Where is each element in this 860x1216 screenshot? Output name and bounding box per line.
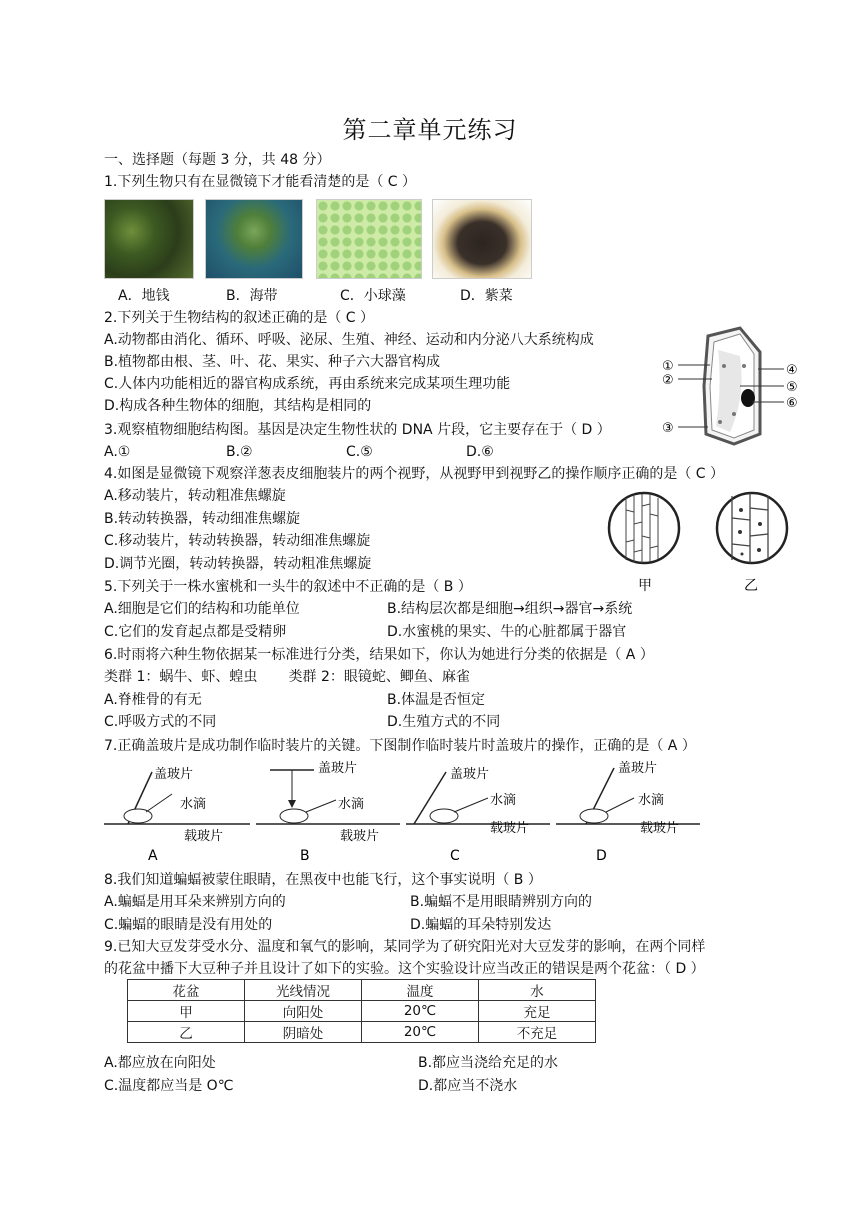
question-7-stem: 7.正确盖玻片是成功制作临时装片的关键。下图制作临时装片时盖玻片的操作，正确的是（ A ）	[104, 738, 696, 754]
q2-option-b: B.植物都由根、茎、叶、花、果实、种子六大器官构成	[104, 354, 441, 370]
coverslip-option-b	[256, 760, 400, 864]
view-label-yi: 乙	[744, 578, 758, 594]
svg-text:盖玻片: 盖玻片	[318, 761, 358, 776]
q8-option-b: B.蝙蝠不是用眼睛辨别方向的	[410, 894, 593, 910]
svg-text:C: C	[450, 848, 460, 864]
question-4-stem: 4.如图是显微镜下观察洋葱表皮细胞装片的两个视野，从视野甲到视野乙的操作顺序正确的是（ C ）	[104, 466, 725, 482]
q2-option-c: C.人体内功能相近的器官构成系统，再由系统来完成某项生理功能	[104, 376, 511, 392]
q3-option-b: B.②	[226, 444, 253, 460]
q1-option-a: A．地钱	[118, 288, 170, 304]
q3-option-a: A.①	[104, 444, 131, 460]
cell-label-5: ⑤	[786, 380, 798, 395]
q6-option-b: B.体温是否恒定	[387, 692, 486, 708]
q8-option-d: D.蝙蝠的耳朵特别发达	[410, 917, 552, 933]
question-9-stem-line2: 的花盆中播下大豆种子并且设计了如下的实验。这个实验设计应当改正的错误是两个花盆：（ D ）	[104, 961, 705, 977]
q6-option-a: A.脊椎骨的有无	[104, 692, 202, 708]
cell-label-4: ④	[786, 363, 798, 378]
table-row	[128, 1022, 596, 1043]
q8-option-c: C.蝙蝠的眼睛是没有用处的	[104, 917, 273, 933]
question-6-stem: 6.时雨将六种生物依据某一标准进行分类，结果如下，你认为她进行分类的依据是（ A ）	[104, 647, 654, 663]
page-title: 第二章单元练习	[342, 116, 518, 144]
q1-option-b: B．海带	[226, 288, 278, 304]
svg-text:水滴: 水滴	[638, 793, 665, 808]
q6-groups: 类群 1：蜗牛、虾、蝗虫 类群 2：眼镜蛇、鲫鱼、麻雀	[104, 669, 470, 685]
q1-option-d: D．紫菜	[460, 288, 513, 304]
table-cell: 阴暗处	[245, 1022, 362, 1043]
svg-text:载玻片: 载玻片	[640, 821, 680, 836]
cell-label-1: ①	[662, 359, 674, 374]
svg-text:D: D	[596, 848, 607, 864]
q3-option-c: C.⑤	[346, 444, 373, 460]
q5-option-a: A.细胞是它们的结构和功能单位	[104, 601, 300, 617]
table-header: 温度	[362, 980, 479, 1001]
liverwort-image	[104, 199, 194, 279]
q6-option-d: D.生殖方式的不同	[387, 714, 501, 730]
coverslip-option-d	[556, 760, 700, 864]
q4-option-c: C.移动装片，转动转换器，转动细准焦螺旋	[104, 533, 371, 549]
svg-text:A: A	[148, 848, 158, 864]
table-row	[128, 1001, 596, 1022]
svg-text:B: B	[300, 848, 310, 864]
coverslip-diagrams	[100, 760, 690, 866]
cell-label-2: ②	[662, 373, 674, 388]
table-header: 水	[479, 980, 596, 1001]
svg-text:水滴: 水滴	[490, 793, 517, 808]
svg-text:水滴: 水滴	[180, 797, 207, 812]
table-cell: 充足	[479, 1001, 596, 1022]
section-heading: 一、选择题（每题 3 分，共 48 分）	[104, 152, 331, 168]
svg-text:载玻片: 载玻片	[490, 821, 530, 836]
microscope-views-diagram	[604, 490, 804, 596]
coverslip-option-c	[406, 766, 550, 864]
question-1-stem: 1.下列生物只有在显微镜下才能看清楚的是（ C ）	[104, 174, 417, 190]
question-9-stem-line1: 9.已知大豆发芽受水分、温度和氧气的影响，某同学为了研究阳光对大豆发芽的影响，在两个同样	[104, 939, 706, 955]
q2-option-d: D.构成各种生物体的细胞，其结构是相同的	[104, 398, 372, 414]
kelp-image	[205, 199, 303, 279]
q1-option-c: C．小球藻	[340, 288, 406, 304]
svg-text:水滴: 水滴	[338, 797, 365, 812]
laver-image	[432, 199, 532, 279]
table-cell: 20℃	[362, 1022, 479, 1043]
question-8-stem: 8.我们知道蝙蝠被蒙住眼睛，在黑夜中也能飞行，这个事实说明（ B ）	[104, 872, 542, 888]
table-cell: 向阳处	[245, 1001, 362, 1022]
table-header-row	[128, 980, 596, 1001]
cell-label-6: ⑥	[786, 396, 798, 411]
q9-option-c: C.温度都应当是 O℃	[104, 1078, 234, 1094]
q9-option-a: A.都应放在向阳处	[104, 1055, 216, 1071]
q4-option-d: D.调节光圈，转动转换器，转动粗准焦螺旋	[104, 556, 372, 572]
plant-cell-diagram	[660, 326, 830, 450]
question-3-stem: 3.观察植物细胞结构图。基因是决定生物性状的 DNA 片段，它主要存在于（ D ）	[104, 422, 611, 438]
svg-text:载玻片: 载玻片	[184, 829, 224, 844]
q4-option-a: A.移动装片，转动粗准焦螺旋	[104, 488, 286, 504]
svg-text:盖玻片: 盖玻片	[618, 761, 658, 776]
q3-option-d: D.⑥	[466, 444, 494, 460]
svg-text:盖玻片: 盖玻片	[450, 767, 490, 782]
chlorella-image	[316, 199, 422, 279]
q5-option-b: B.结构层次都是细胞→组织→器官→系统	[387, 601, 633, 617]
svg-text:载玻片: 载玻片	[340, 829, 380, 844]
table-cell: 甲	[128, 1001, 245, 1022]
q9-option-b: B.都应当浇给充足的水	[418, 1055, 559, 1071]
q2-option-a: A.动物都由消化、循环、呼吸、泌尿、生殖、神经、运动和内分泌八大系统构成	[104, 332, 594, 348]
table-cell: 不充足	[479, 1022, 596, 1043]
question-5-stem: 5.下列关于一株水蜜桃和一头牛的叙述中不正确的是（ B ）	[104, 579, 472, 595]
cell-label-3: ③	[662, 421, 674, 436]
q5-option-d: D.水蜜桃的果实、牛的心脏都属于器官	[387, 624, 627, 640]
q9-option-d: D.都应当不浇水	[418, 1078, 518, 1094]
table-header: 光线情况	[245, 980, 362, 1001]
table-cell: 乙	[128, 1022, 245, 1043]
q8-option-a: A.蝙蝠是用耳朵来辨别方向的	[104, 894, 286, 910]
view-label-jia: 甲	[638, 578, 652, 594]
q5-option-c: C.它们的发育起点都是受精卵	[104, 624, 287, 640]
experiment-table	[127, 979, 596, 1043]
svg-text:盖玻片: 盖玻片	[154, 767, 194, 782]
table-header: 花盆	[128, 980, 245, 1001]
table-cell: 20℃	[362, 1001, 479, 1022]
q4-option-b: B.转动转换器，转动细准焦螺旋	[104, 511, 301, 527]
q6-option-c: C.呼吸方式的不同	[104, 714, 217, 730]
coverslip-option-a	[104, 766, 250, 864]
question-2-stem: 2.下列关于生物结构的叙述正确的是（ C ）	[104, 310, 375, 326]
